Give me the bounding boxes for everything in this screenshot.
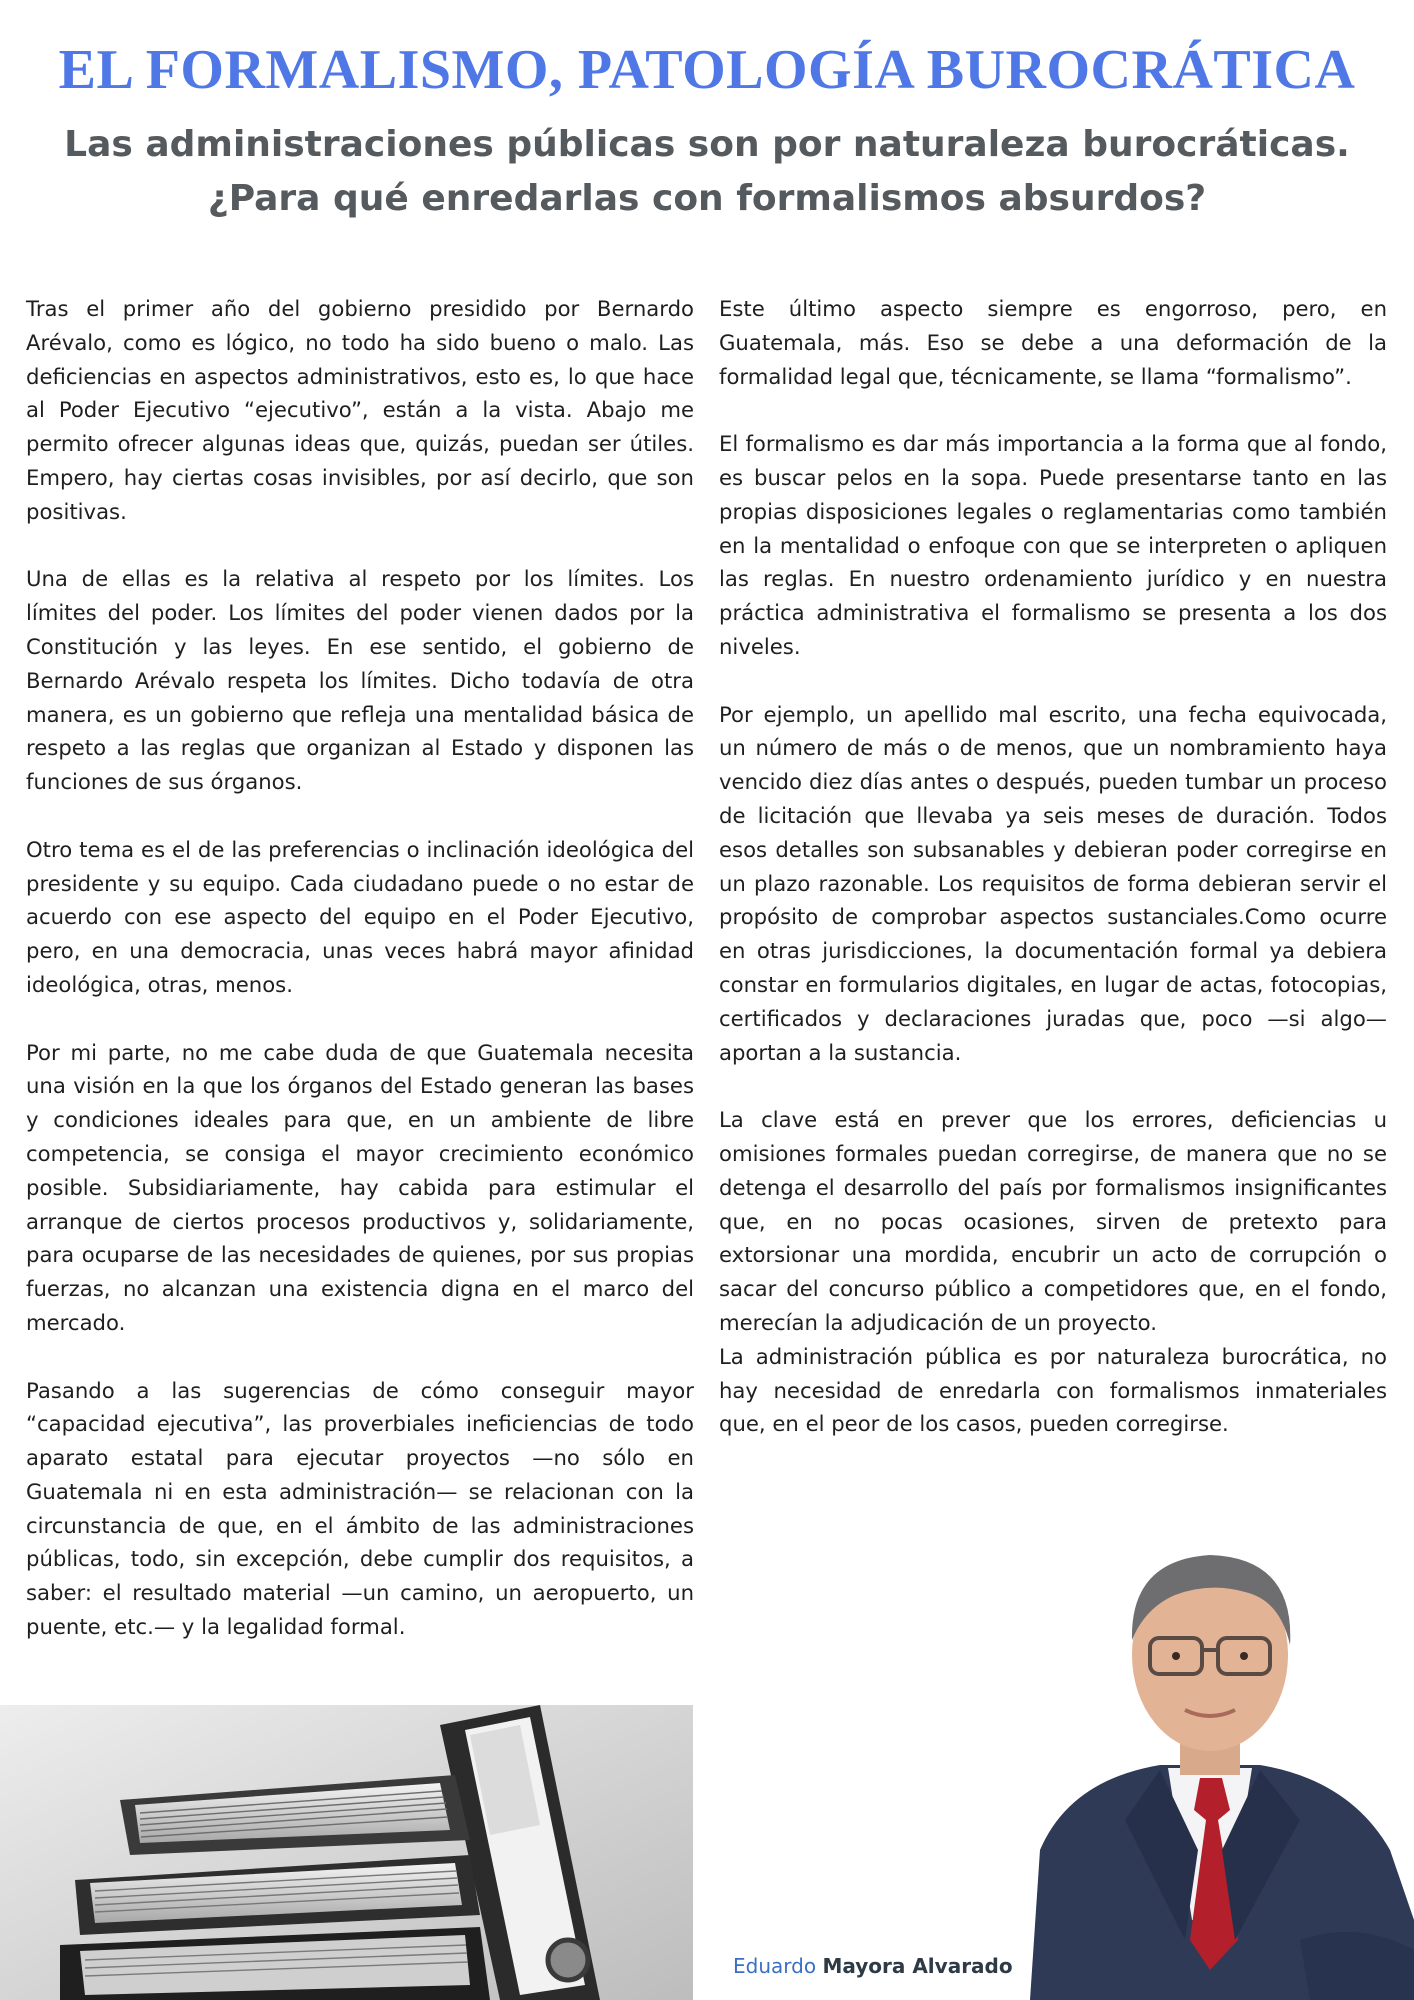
paragraph: Este último aspecto siempre es engorroso, pero, en Guatemala, más. Eso se debe a una deformación de la formalidad legal que, técnicamente, se llama “formalismo”. [719,296,1387,389]
paragraph: Una de ellas es la relativa al respeto por los límites. Los límites del poder. Los límites del poder vienen dados por la Constitución y las leyes. En ese sentido, el gobierno de Bernardo Arévalo respeta los límites. Dicho todavía de otra manera, es un gobierno que refleja una mentalidad básica de respeto a las reglas que organizan al Estado y disponen las funciones de sus órganos. [26,566,694,795]
author-byline [733,1954,1013,1978]
paragraph: Tras el primer año del gobierno presidido por Bernardo Arévalo, como es lógico, no todo ha sido bueno o malo. Las deficiencias en aspectos administrativos, esto es, lo que hace al Poder Ejecutivo “ejecutivo”, están a la vista. Abajo me permito ofrecer algunas ideas que, quizás, puedan ser útiles. Empero, hay ciertas cosas invisibles, por así decirlo, que son positivas. [26,296,694,524]
author-last-name: Mayora Alvarado [822,1954,1013,1978]
paragraph: Pasando a las sugerencias de cómo conseguir mayor “capacidad ejecutiva”, las proverbiales ineficiencias de todo aparato estatal para ejecutar proyectos —no sólo en Guatemala ni en esta administración— se relacionan con la circunstancia de que, en el ámbito de las administraciones públicas, todo, sin excepción, debe cumplir dos requisitos, a saber: el resultado material —un camino, un aeropuerto, un puente, etc.— y la legalidad formal. [26,1377,694,1640]
author-first-name: Eduardo [733,1954,817,1978]
right-column [719,292,1387,1475]
paragraph: La administración pública es por naturaleza burocrática, no hay necesidad de enredarla con formalismos inmateriales que, en el peor de los casos, pueden corregirse. [719,1343,1387,1437]
binders-photo [0,1705,693,2000]
paragraph: Por mi parte, no me cabe duda de que Guatemala necesita una visión en la que los órganos del Estado generan las bases y condiciones ideales para que, en un ambiente de libre competencia, se consiga el mayor crecimiento económico posible. Subsidiariamente, hay cabida para estimular el arranque de ciertos procesos productivos y, solidariamente, para ocuparse de las necesidades de quienes, por sus propias fuerzas, no alcanzan una existencia digna en el marco del mercado. [26,1039,694,1335]
article-title: EL FORMALISMO, PATOLOGÍA BUROCRÁTICA [58,39,1356,101]
paragraph: El formalismo es dar más importancia a la forma que al fondo, es buscar pelos en la sopa. Puede presentarse tanto en las propias disposiciones legales o reglamentarias como también en la mentalidad o enfoque con que se interpreten o apliquen las reglas. En nuestro ordenamiento jurídico y en nuestra práctica administrativa el formalismo se presenta a los dos niveles. [719,431,1387,659]
article-subtitle: Las administraciones públicas son por naturaleza burocráticas. ¿Para qué enredarlas con formalismos absurdos? [64,124,1350,219]
author-portrait [1010,1520,1414,2000]
paragraph: La clave está en prever que los errores, deficiencias u omisiones formales puedan corregirse, de manera que no se detenga el desarrollo del país por formalismos insignificantes que, en no pocas ocasiones, sirven de pretexto para extorsionar una mordida, encubrir un acto de corrupción o sacar del concurso público a competidores que, en el fondo, merecían la adjudicación de un proyecto. [719,1107,1387,1335]
paragraph: Otro tema es el de las preferencias o inclinación ideológica del presidente y su equipo. Cada ciudadano puede o no estar de acuerdo con ese aspecto del equipo en el Poder Ejecutivo, pero, en una democracia, unas veces habrá mayor afinidad ideológica, otras, menos. [26,836,694,997]
paragraph: Por ejemplo, un apellido mal escrito, una fecha equivocada, un número de más o de menos, que un nombramiento haya vencido diez días antes o después, pueden tumbar un proceso de licitación que llevaba ya seis meses de duración. Todos esos detalles son subsanables y debieran poder corregirse en un plazo razonable. Los requisitos de forma debieran servir el propósito de comprobar aspectos sustanciales.Como ocurre en otras jurisdicciones, la documentación formal ya debiera constar en formularios digitales, en lugar de actas, fotocopias, certificados y declaraciones juradas que, poco —si algo— aportan a la sustancia. [719,701,1387,1065]
left-column [26,292,694,1678]
